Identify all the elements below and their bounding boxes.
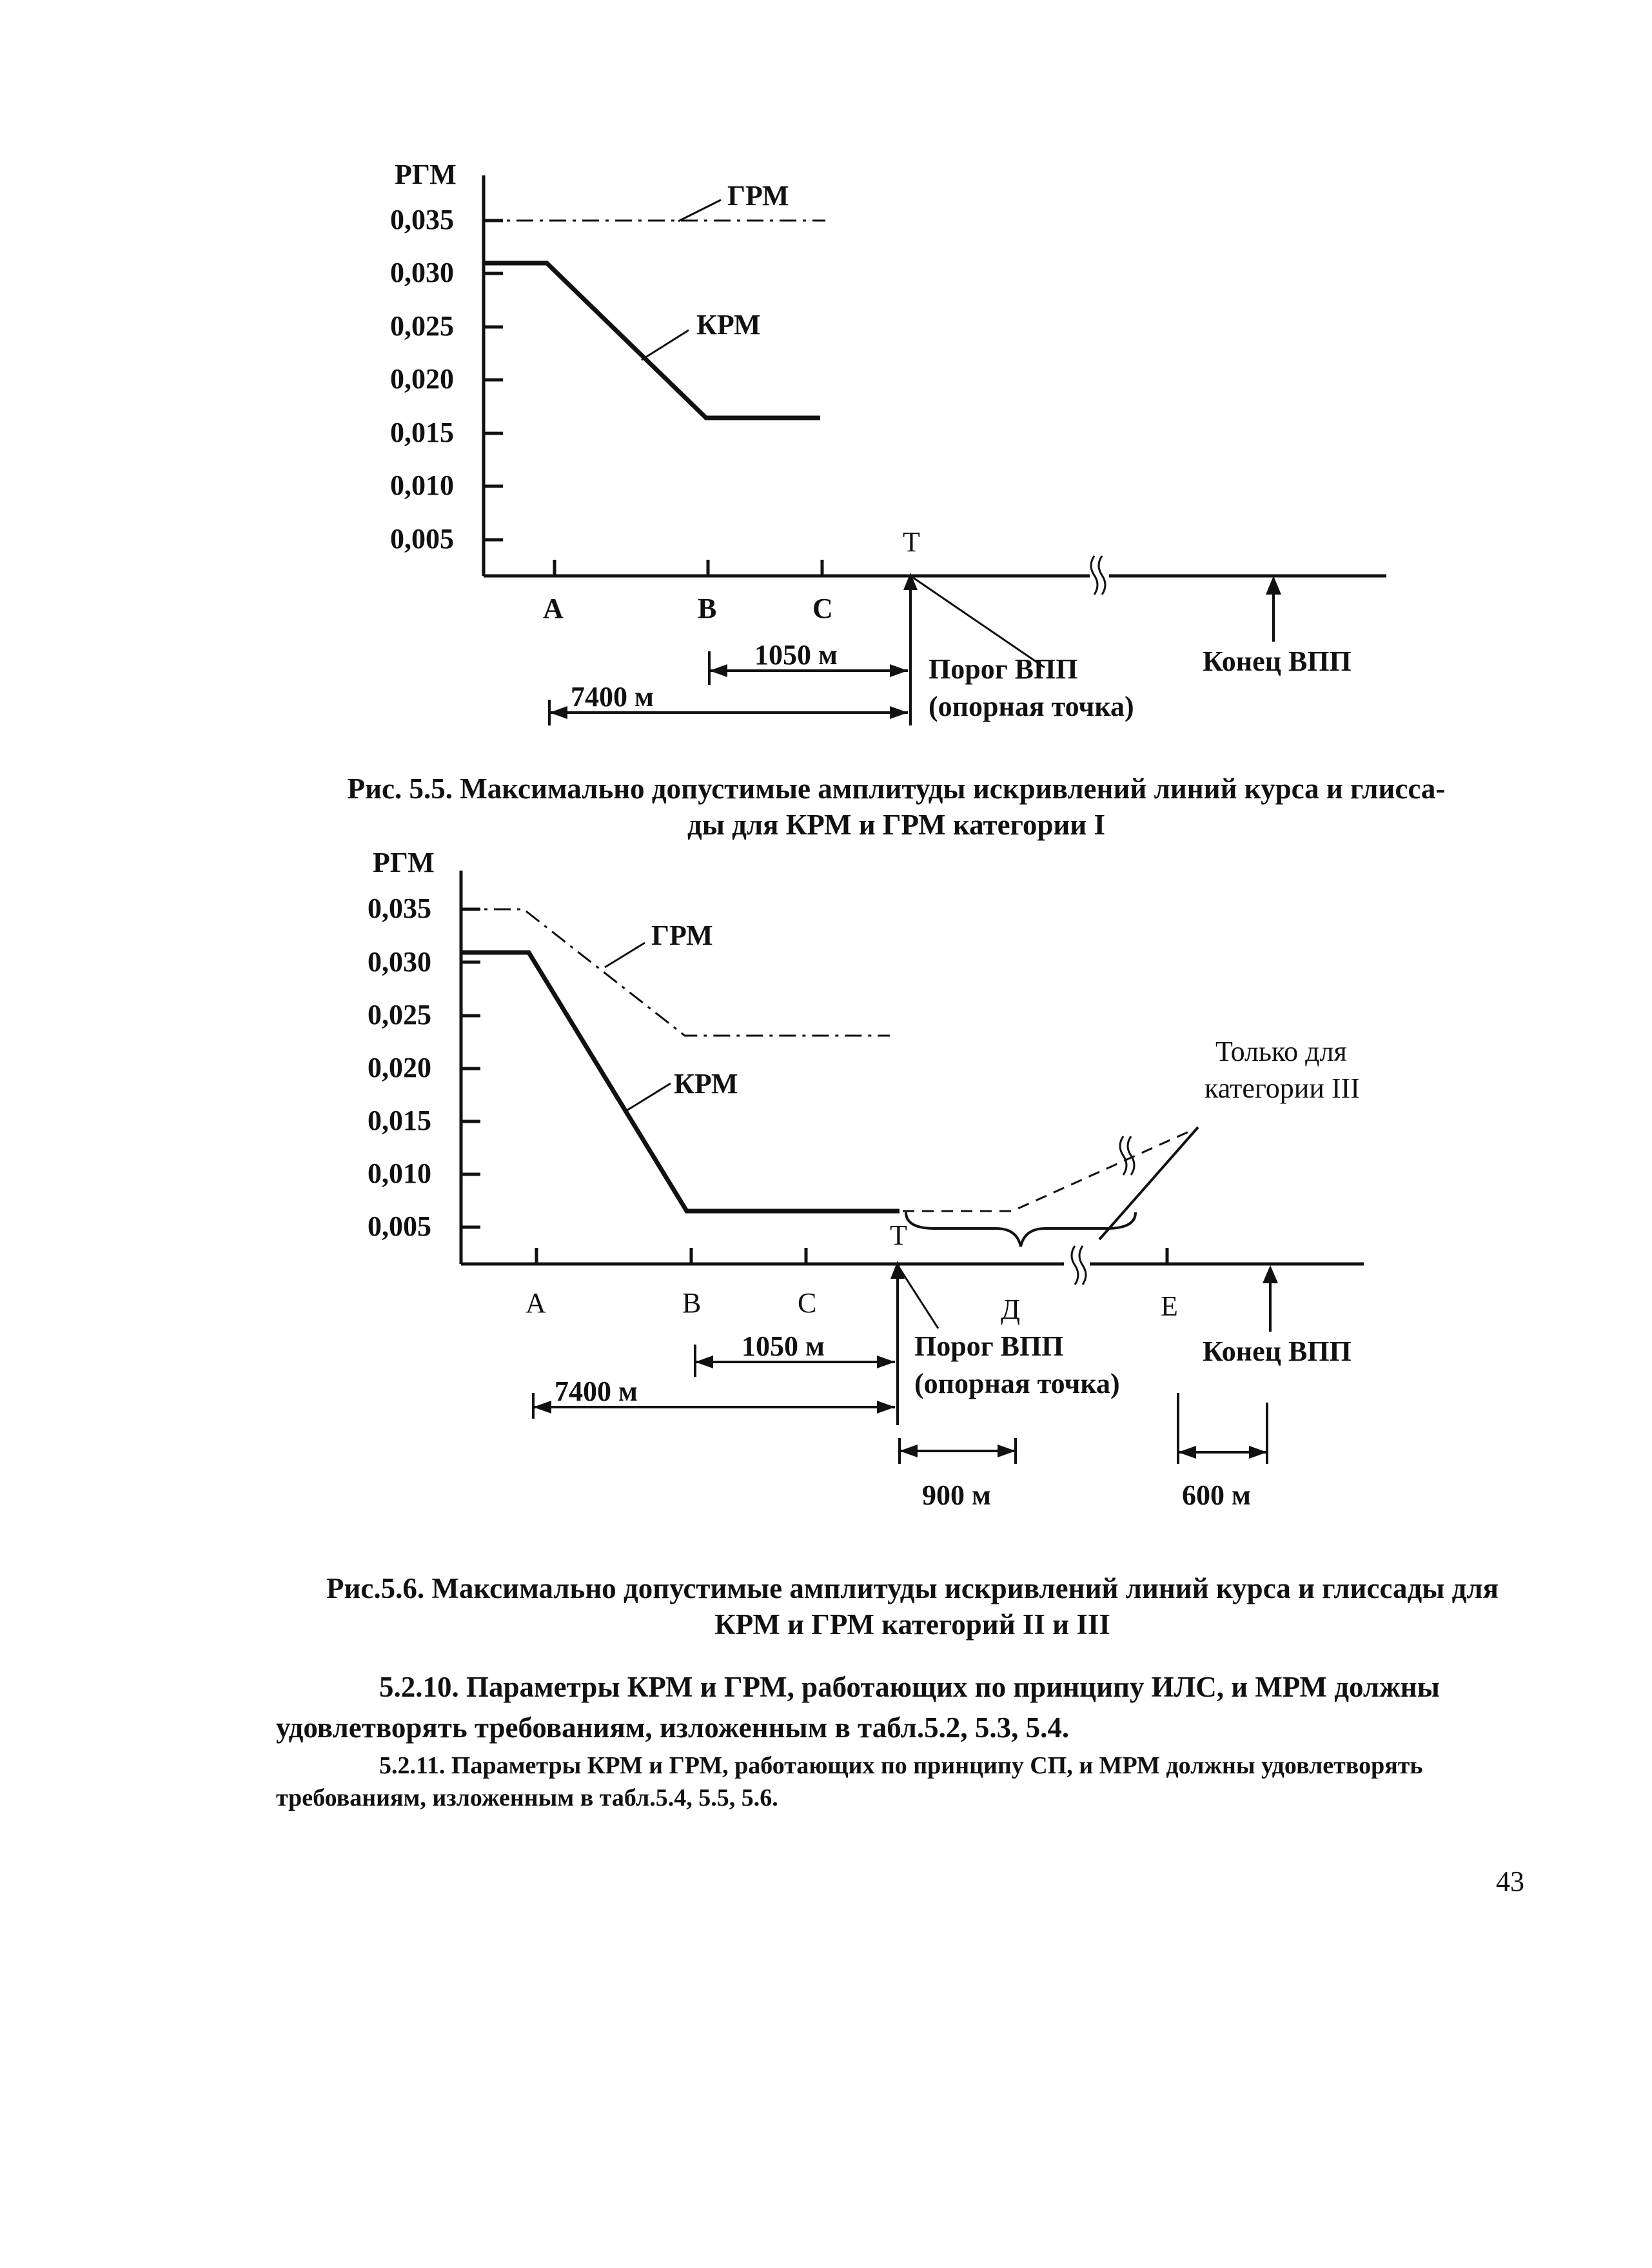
fig1-y-ticks [390,204,454,555]
fig1-y-tick: 0,030 [390,257,454,288]
fig1-krm-label: КРМ [696,309,761,340]
fig2-y-tick: 0,010 [368,1158,431,1189]
caption-fig-5-6 [284,1570,1541,1642]
fig2-threshold-sublabel: (опорная точка) [914,1368,1120,1399]
fig2-point-b: B [682,1287,702,1319]
caption-line: КРМ и ГРМ категорий II и III [714,1608,1110,1641]
fig2-y-tick: 0,035 [368,892,431,924]
fig1-threshold-mark: T [903,526,920,558]
fig2-point-d: Д [1001,1294,1021,1325]
fig2-y-tick: 0,020 [368,1052,431,1083]
fig2-threshold-label: Порог ВПП [914,1330,1064,1362]
fig2-cat3-solid-line [1099,1127,1198,1239]
fig2-krm-label: КРМ [674,1068,738,1099]
figure-5-5 [0,0,1652,761]
caption-fig-5-5 [245,771,1548,843]
fig2-dim-600: 600 м [1182,1479,1251,1511]
fig2-cat3-note: категории III [1205,1072,1360,1104]
fig1-threshold-label: Порог ВПП [929,653,1078,685]
fig2-break-mark-lower [1072,1246,1086,1285]
caption-line: Рис.5.6. Максимально допустимые амплитуды искривлений линий курса и глиссады для [326,1572,1499,1604]
fig2-dim-900: 900 м [922,1479,991,1511]
fig2-point-c: C [798,1287,817,1319]
fig1-y-tick: 0,010 [390,469,454,501]
fig2-y-title: РГМ [373,847,435,878]
fig2-dim-1050: 1050 м [742,1330,825,1362]
fig2-dim-7400: 7400 м [555,1376,638,1407]
fig1-dim-7400: 7400 м [571,681,654,713]
fig1-y-tick: 0,005 [390,523,454,555]
caption-line: Рис. 5.5. Максимально допустимые амплитуды искривлений линий курса и глисса- [347,773,1446,805]
fig1-runway-end: Конец ВПП [1203,646,1352,677]
fig2-point-e: E [1161,1290,1178,1322]
fig2-break-mark-upper [1120,1136,1134,1175]
fig1-y-title: РГМ [395,159,457,190]
fig1-y-tick: 0,035 [390,204,454,235]
fig1-y-tick: 0,015 [390,417,454,448]
fig2-threshold-mark: T [890,1219,907,1251]
caption-line: ды для КРМ и ГРМ категории I [687,809,1106,841]
fig1-dim-1050: 1050 м [754,639,838,671]
fig2-point-a: A [526,1287,546,1319]
fig1-break-mark [1091,556,1105,595]
fig2-y-ticks [368,892,431,1242]
fig2-cat3-note: Только для [1215,1036,1347,1067]
fig2-cat3-brace [906,1212,1136,1247]
paragraph-5-2-11 [276,1750,1533,1814]
fig2-y-tick: 0,015 [368,1105,431,1136]
paragraph-text: 5.2.10. Параметры КРМ и ГРМ, работающих по принципу ИЛС, и МРМ должны удовлетворять требованиям, изложенным в табл.5.2, 5.3, 5.4. [276,1671,1440,1744]
fig1-point-a: A [543,593,564,624]
fig1-y-tick: 0,025 [390,310,454,342]
fig1-grm-label: ГРМ [727,180,789,212]
fig2-cat3-dashed-line [903,1130,1193,1211]
fig1-point-c: C [812,593,833,624]
fig2-y-tick: 0,030 [368,946,431,978]
page-number: 43 [1496,1866,1524,1897]
fig1-y-tick: 0,020 [390,363,454,395]
fig1-threshold-sublabel: (опорная точка) [929,691,1134,722]
fig2-y-tick: 0,025 [368,999,431,1030]
paragraph-text: 5.2.11. Параметры КРМ и ГРМ, работающих по принципу СП, и МРМ должны удовлетворять требованиям, изложенным в табл.5.4, 5.5, 5.6. [276,1752,1423,1811]
fig2-runway-end: Конец ВПП [1203,1336,1352,1367]
figure-5-6 [0,838,1652,1599]
fig2-grm-label: ГРМ [651,920,713,951]
paragraph-5-2-10 [276,1667,1533,1748]
fig1-point-b: B [698,593,717,624]
fig2-y-tick: 0,005 [368,1210,431,1242]
fig1-krm-line [484,263,820,418]
